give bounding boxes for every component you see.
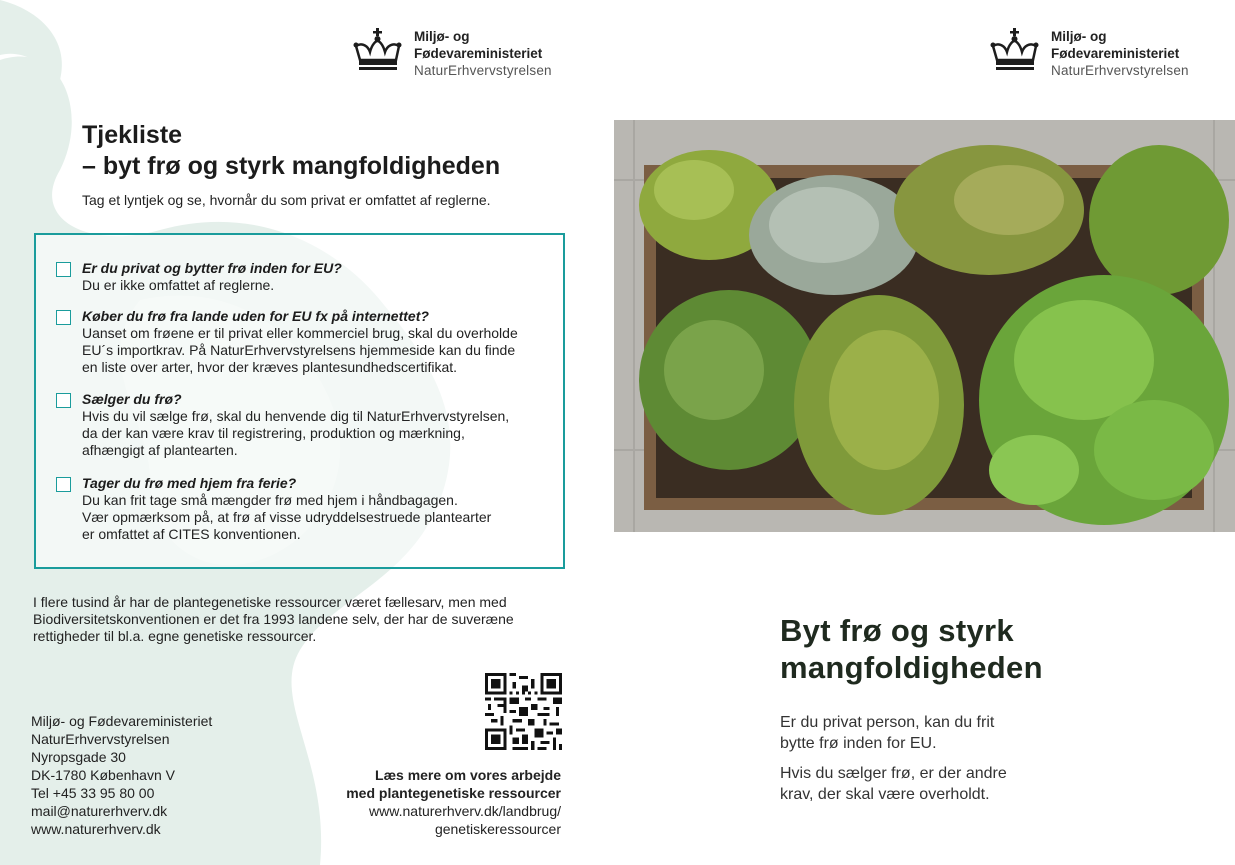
qr-code-icon[interactable]	[485, 673, 562, 750]
logo-text	[1051, 28, 1189, 79]
email-link[interactable]: mail@naturerhverv.dk	[31, 803, 168, 819]
checklist-question: Køber du frø fra lande uden for EU fx på internettet?	[82, 308, 429, 324]
title-line1: Tjekliste	[82, 121, 183, 149]
headline-line: Byt frø og styrk	[780, 613, 1014, 648]
sub-text-seller	[780, 763, 1007, 805]
logo-line2: Fødevareministeriet	[414, 46, 543, 61]
answer-line: Uanset om frøene er til privat eller kommerciel brug, skal du overholde	[82, 325, 518, 341]
ministry-logo	[989, 28, 1189, 79]
checklist-answer	[82, 325, 562, 376]
answer-line: da der kan være krav til registrering, produktion og mærkning,	[82, 425, 465, 441]
herb-planter-photo	[614, 120, 1235, 532]
answer-line: Du kan frit tage små mængder frø med hjem i håndbagagen.	[82, 492, 458, 508]
sub-text-private	[780, 712, 994, 754]
checklist-question: Er du privat og bytter frø inden for EU?	[82, 260, 342, 276]
contact-address	[31, 712, 212, 838]
checklist-answer	[82, 277, 562, 294]
checklist-question: Sælger du frø?	[82, 391, 182, 407]
ministry-logo	[352, 28, 552, 79]
checklist-answer	[82, 408, 562, 459]
checklist-box	[34, 233, 565, 569]
answer-line: er omfattet af CITES konventionen.	[82, 526, 301, 542]
paragraph-line: rettigheder til bl.a. egne genetiske ressourcer.	[33, 628, 317, 644]
logo-text	[414, 28, 552, 79]
logo-line2: Fødevareministeriet	[1051, 46, 1180, 61]
logo-line1: Miljø- og	[1051, 29, 1107, 44]
address-line: NaturErhvervstyrelsen	[31, 731, 170, 747]
read-more-link[interactable]: genetiskeressourcer	[434, 821, 561, 837]
logo-line3: NaturErhvervstyrelsen	[414, 63, 552, 78]
sub-text-line: Hvis du sælger frø, er der andre	[780, 765, 1007, 782]
crown-icon	[989, 28, 1041, 72]
answer-line: Du er ikke omfattet af reglerne.	[82, 277, 275, 293]
brochure-headline	[780, 612, 1043, 686]
title-line2: – byt frø og styrk mangfoldigheden	[82, 152, 501, 180]
read-more-heading: med plantegenetiske ressourcer	[346, 785, 561, 801]
paragraph-line: Biodiversitetskonventionen er det fra 1993 landene selv, der har de suveræne	[33, 611, 514, 627]
checklist-answer	[82, 492, 562, 543]
headline-line: mangfoldigheden	[780, 650, 1043, 685]
intro-text: Tag et lyntjek og se, hvornår du som privat er omfattet af reglerne.	[82, 192, 491, 208]
checkbox[interactable]	[56, 310, 71, 325]
address-line: Miljø- og Fødevareministeriet	[31, 713, 213, 729]
answer-line: en liste over arter, hvor der kræves plantesundhedscertifikat.	[82, 359, 458, 375]
logo-line1: Miljø- og	[414, 29, 470, 44]
crown-icon	[352, 28, 404, 72]
sub-text-line: krav, der skal være overholdt.	[780, 786, 990, 803]
checkbox[interactable]	[56, 262, 71, 277]
paragraph-line: I flere tusind år har de plantegenetiske ressourcer været fællesarv, men med	[33, 594, 507, 610]
info-paragraph	[33, 594, 514, 645]
read-more-heading: Læs mere om vores arbejde	[375, 767, 561, 783]
sub-text-line: bytte frø inden for EU.	[780, 735, 937, 752]
address-line: DK-1780 København V	[31, 767, 175, 783]
website-link[interactable]: www.naturerhverv.dk	[31, 821, 161, 837]
answer-line: afhængigt af plantearten.	[82, 442, 238, 458]
address-line: Nyropsgade 30	[31, 749, 126, 765]
answer-line: Vær opmærksom på, at frø af visse udryddelsestruede plantearter	[82, 509, 492, 525]
sub-text-line: Er du privat person, kan du frit	[780, 714, 995, 731]
answer-line: Hvis du vil sælge frø, skal du henvende dig til NaturErhvervstyrelsen,	[82, 408, 510, 424]
read-more-link[interactable]: www.naturerhverv.dk/landbrug/	[369, 803, 561, 819]
read-more-block	[346, 766, 561, 838]
phone-number: Tel +45 33 95 80 00	[31, 785, 155, 801]
checklist-question: Tager du frø med hjem fra ferie?	[82, 475, 297, 491]
checkbox[interactable]	[56, 477, 71, 492]
checklist-title	[82, 120, 500, 182]
answer-line: EU´s importkrav. På NaturErhvervstyrelsens hjemmeside kan du finde	[82, 342, 516, 358]
logo-line3: NaturErhvervstyrelsen	[1051, 63, 1189, 78]
checkbox[interactable]	[56, 393, 71, 408]
